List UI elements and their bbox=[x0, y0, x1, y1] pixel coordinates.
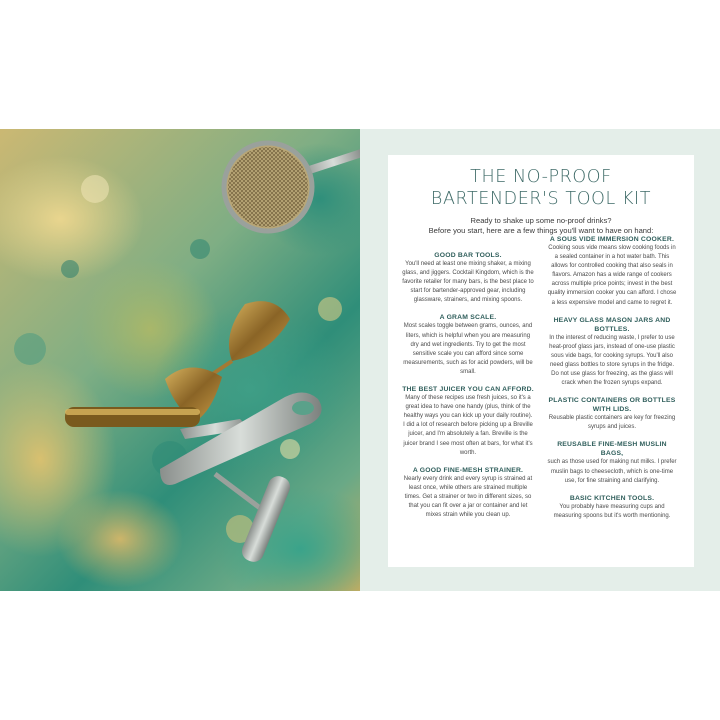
bottle-opener-corkscrew-icon bbox=[65, 392, 322, 564]
section-heading: HEAVY GLASS MASON JARS AND BOTTLES. bbox=[553, 316, 671, 333]
section-bar-tools bbox=[402, 251, 534, 305]
coupe-glass-icon bbox=[165, 301, 290, 421]
section-strainer bbox=[402, 466, 534, 520]
section-gram-scale bbox=[402, 313, 534, 377]
section-mason-jars bbox=[546, 316, 678, 389]
section-body: You'll need at least one mixing shaker, a mixing glass, and jiggers. Cocktail Kingdom, which is the favorite retailer for many bars, is the best place to start for bartender-approved gear, including glassware, strainers, and mixing spoons. bbox=[402, 261, 534, 304]
section-body: Cooking sous vide means slow cooking foods in a sealed container in a hot water bath. This allows for controlled cooking that also seals in flavors. Amazon has a wide range of cookers across multiple price points; invest in the best quality immersion cooker you can afford. I chose a less expensive model and came to regret it. bbox=[547, 245, 677, 306]
section-heading: BASIC KITCHEN TOOLS. bbox=[569, 494, 655, 502]
section-sous-vide bbox=[546, 235, 678, 308]
page-title-line1: THE NO-PROOF bbox=[470, 167, 612, 187]
section-body: You probably have measuring cups and measuring spoons but it's worth mentioning. bbox=[553, 503, 671, 519]
bar-tools-photo bbox=[0, 129, 360, 591]
section-juicer bbox=[402, 385, 534, 458]
section-heading: A SOUS VIDE IMMERSION COOKER. bbox=[549, 236, 675, 243]
section-body: Most scales toggle between grams, ounces, and liters, which is helpful when you are measuring dry and wet ingredients. Try to get the most sensitive scale you can afford since some measurements, such as for acid powders, will be small. bbox=[403, 323, 533, 375]
section-body: Reusable plastic containers are key for freezing syrups and juices. bbox=[548, 415, 676, 431]
book-spread bbox=[0, 129, 720, 591]
section-heading: A GRAM SCALE. bbox=[439, 314, 497, 322]
section-plastic-containers bbox=[546, 396, 678, 432]
section-body: Nearly every drink and every syrup is strained at least once, while others are strained multiple times. Get a strainer or two in different sizes, so that you can fit over a jar or container and let mixes strain while you clean up. bbox=[403, 475, 533, 519]
section-heading: REUSABLE FINE-MESH MUSLIN BAGS, bbox=[557, 441, 667, 458]
intro-line1: Ready to shake up some no-proof drinks? bbox=[470, 216, 612, 225]
bar-tools-illustration bbox=[0, 129, 360, 591]
tool-kit-card bbox=[388, 155, 694, 567]
intro-line2: Before you start, here are a few things you'll want to have on hand: bbox=[428, 226, 654, 235]
section-kitchen-tools bbox=[546, 494, 678, 521]
section-body: Many of these recipes use fresh juices, so it's a great idea to have one handy (plus, think of the healthy ways you can kick up your daily routine). I did a lot of research before picking up a Breville juicer, and I'm absolutely a fan. Breville is the juicer brand I see most often at bars, for what it's worth. bbox=[403, 395, 533, 456]
right-column bbox=[546, 235, 678, 529]
text-page bbox=[360, 129, 720, 591]
page-title-line2: BARTENDER'S TOOL KIT bbox=[430, 189, 652, 209]
section-heading: A GOOD FINE-MESH STRAINER. bbox=[412, 466, 524, 474]
section-heading: GOOD BAR TOOLS. bbox=[434, 252, 502, 259]
section-heading: THE BEST JUICER YOU CAN AFFORD. bbox=[402, 386, 534, 394]
section-body: In the interest of reducing waste, I prefer to use heat-proof glass jars, instead of one-use plastic sous vide bags, for cooking syrups. You'll also need glass bottles to store syrups in the fridge. Do not use glass for freezing, as the glass will crack when the frozen syrups expand. bbox=[549, 334, 675, 387]
section-muslin-bags bbox=[546, 440, 678, 485]
fine-mesh-strainer-icon bbox=[224, 143, 360, 231]
left-column bbox=[402, 251, 534, 528]
section-body: such as those used for making nut milks. I prefer muslin bags to cheesecloth, which is one-time use, for fine straining and clarifying. bbox=[547, 459, 677, 484]
section-heading: PLASTIC CONTAINERS OR BOTTLES WITH LIDS. bbox=[548, 397, 676, 414]
